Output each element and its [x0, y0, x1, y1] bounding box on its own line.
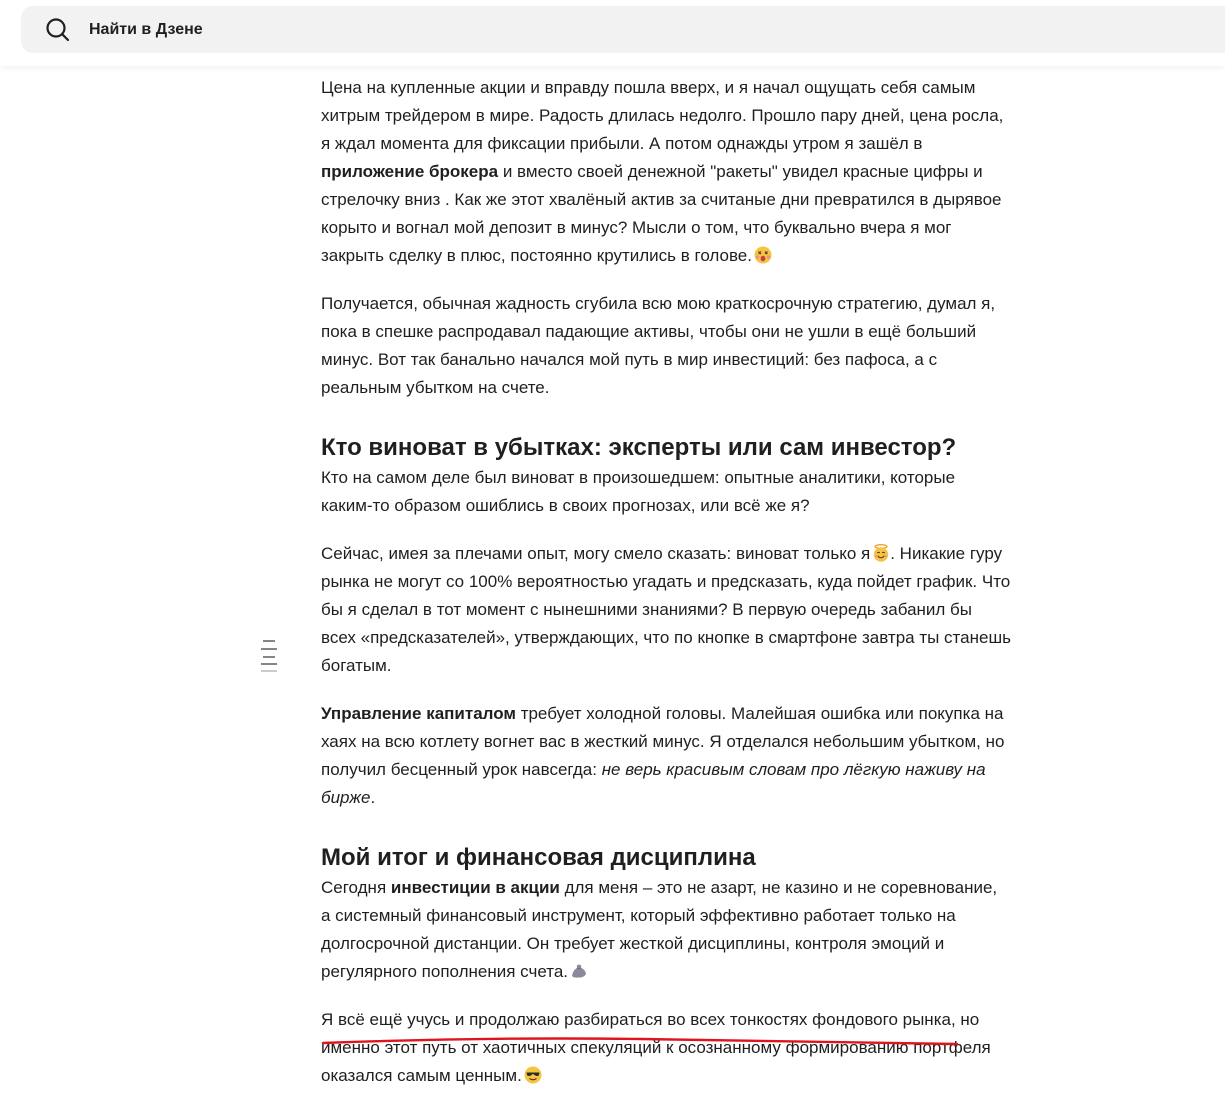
paragraph: Сегодня инвестиции в акции для меня – это не азарт, не казино и не соревнование, а системный финансовый инструмент, который эффективно работает только на долгосрочной дистанции. Он требует жесткой дисциплины, контроля эмоций и регулярного пополнения счета.: [321, 878, 998, 981]
paragraph: Я всё ещё учусь и продолжаю разбираться во всех тонкостях фондового рынка, но именно этот путь от хаотичных спекуляций к осознанному формированию портфеля оказался самым ценным.: [321, 1010, 991, 1085]
section-heading: Мой итог и финансовая дисциплина: [321, 844, 756, 871]
bold-text: приложение брокера: [321, 162, 499, 181]
search-bar[interactable]: [21, 6, 1225, 53]
article-body: [321, 74, 1011, 1110]
search-icon[interactable]: [45, 17, 70, 42]
red-underline-annotation: [321, 1034, 961, 1048]
flexed-biceps-emoji: [570, 962, 588, 980]
italic-text: не верь красивым словам про лёгкую наживу на бирже: [321, 760, 986, 807]
paragraph: Управление капиталом требует холодной головы. Малейшая ошибка или покупка на хаях на всю котлету вогнет вас в жесткий минус. Я отделался небольшим убытком, но получил бесценный урок навсегда: не верь красивым словам про лёгкую наживу на бирже.: [321, 704, 1005, 807]
paragraph: Сейчас, имея за плечами опыт, могу смело сказать: виноват только я . Никакие гуру рынка не могут со 100% вероятностью угадать и предсказать, куда пойдет график. Что бы я сделал в тот момент с нынешними знаниями? В первую очередь забанил бы всех «предсказателей», утверждающих, что по кнопке в смартфоне завтра ты станешь богатым.: [321, 544, 1011, 675]
underlined-text: Я всё ещё учусь и продолжаю разбираться во всех тонкостях фондового рынка: [321, 1010, 951, 1029]
table-of-contents-icon[interactable]: [259, 639, 279, 673]
sunglasses-face-emoji: [524, 1066, 542, 1084]
section-heading: Кто виноват в убытках: эксперты или сам инвестор?: [321, 434, 957, 461]
dizzy-face-emoji: [754, 246, 772, 264]
paragraph: Кто на самом деле был виноват в произошедшем: опытные аналитики, которые каким-то образом ошиблись в своих прогнозах, или всё же я?: [321, 468, 956, 515]
angel-face-emoji: [872, 544, 890, 562]
paragraph: Цена на купленные акции и вправду пошла вверх, и я начал ощущать себя самым хитрым трейдером в мире. Радость длилась недолго. Прошло пару дней, цена росла, я ждал момента для фиксации прибыли. А потом однажды утром я зашёл в приложение брокера и вместо своей денежной "ракеты" увидел красные цифры и стрелочку вниз . Как же этот хвалёный актив за считаные дни превратился в дырявое корыто и вогнал мой депозит в минус? Мысли о том, что буквально вчера я мог закрыть сделку в плюс, постоянно крутились в голове.: [321, 78, 1004, 265]
bold-text: Управление капиталом: [321, 704, 516, 723]
paragraph: Получается, обычная жадность сгубила всю мою краткосрочную стратегию, думал я, пока в спешке распродавал падающие активы, чтобы они не ушли в ещё больший минус. Вот так банально начался мой путь в мир инвестиций: без пафоса, а с реальным убытком на счете.: [321, 294, 996, 397]
bold-text: инвестиции в акции: [390, 878, 560, 897]
top-bar: [0, 0, 1225, 66]
search-input[interactable]: [89, 14, 989, 45]
